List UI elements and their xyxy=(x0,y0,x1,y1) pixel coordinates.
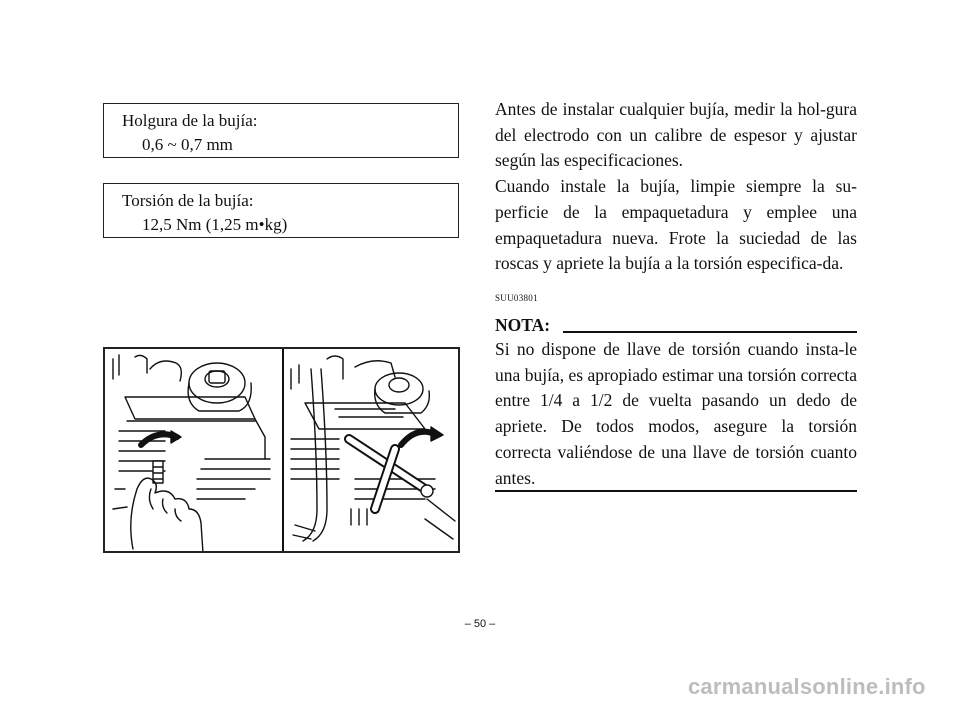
note-body xyxy=(495,337,857,491)
note-end-rule xyxy=(495,490,857,492)
spark-plug-torque-value: 12,5 Nm (1,25 m•kg) xyxy=(142,215,288,234)
spark-plug-gap-label: Holgura de la bujía: xyxy=(122,111,258,130)
hand-tightening-drawing xyxy=(113,355,270,551)
spark-plug-installation-illustration xyxy=(103,347,460,553)
page-number: – 50 – xyxy=(464,618,496,630)
spark-plug-gap-value: 0,6 ~ 0,7 mm xyxy=(142,135,233,154)
spark-plug-gap-spec-box xyxy=(103,103,459,158)
paragraph-gap-check: Antes de instalar cualquier bujía, medir la hol-gura del electrodo con un calibre de espesor y ajustar según las especificaciones. xyxy=(495,99,857,171)
document-code: SUU03801 xyxy=(495,293,538,303)
spark-plug-torque-label: Torsión de la bujía: xyxy=(122,191,254,210)
wrench-tightening-drawing xyxy=(291,356,455,541)
intro-text xyxy=(495,97,857,277)
note-heading-rule xyxy=(563,331,857,333)
watermark: carmanualsonline.info xyxy=(688,674,926,699)
paragraph-install-procedure: Cuando instale la bujía, limpie siempre la su-perficie de la empaquetadura y emplee una empaquetadura nueva. Frote la suciedad de las roscas y apriete la bujía a la torsión especifica-da. xyxy=(495,176,857,274)
note-text: Si no dispone de llave de torsión cuando insta-le una bujía, es apropiado estimar una torsión correcta entre 1/4 a 1/2 de vuelta pasando un dedo de apriete. De todos modos, asegure la torsión correcta valiéndose de una llave de torsión cuanto antes. xyxy=(495,339,857,488)
spark-plug-torque-spec-box xyxy=(103,183,459,238)
note-heading xyxy=(495,315,857,337)
note-label: NOTA: xyxy=(495,315,551,335)
